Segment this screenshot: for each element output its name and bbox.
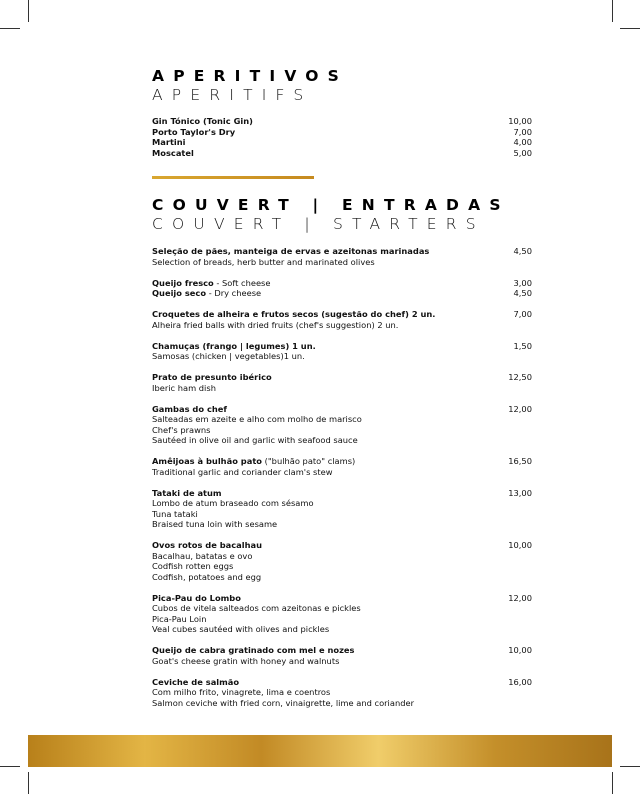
item-line xyxy=(152,404,532,415)
item-line xyxy=(152,341,532,352)
item-description: Traditional garlic and coriander clam's stew xyxy=(152,466,333,477)
crop-mark xyxy=(28,0,29,22)
item-description: Alheira fried balls with dried fruits (chef's suggestion) 2 un. xyxy=(152,319,399,330)
item-name: Ovos rotos de bacalhau xyxy=(152,540,263,550)
gold-footer-band xyxy=(28,735,612,767)
item-title xyxy=(152,341,316,352)
crop-mark xyxy=(620,766,640,767)
gold-divider xyxy=(152,176,314,179)
item-price: 7,00 xyxy=(513,126,532,137)
section-subtitle-starters: COUVERT | STARTERS xyxy=(152,215,485,233)
crop-mark xyxy=(28,772,29,794)
item-price: 4,50 xyxy=(513,246,532,256)
item-description: Bacalhau, batatas e ovo xyxy=(152,550,253,561)
item-price: 12,00 xyxy=(508,592,532,603)
item-price: 16,50 xyxy=(508,456,532,466)
menu-item xyxy=(152,456,532,477)
item-price: 4,50 xyxy=(513,288,532,298)
item-name: Prato de presunto ibérico xyxy=(152,372,272,382)
item-price: 4,00 xyxy=(513,137,532,147)
item-line xyxy=(152,278,532,289)
item-name: Croquetes de alheira e frutos secos (sugestão do chef) 2 un. xyxy=(152,309,436,319)
item-name: Queijo fresco xyxy=(152,277,214,288)
item-description: Codfish rotten eggs xyxy=(152,561,234,571)
item-name-translation: ("bulhão pato" clams) xyxy=(261,456,356,466)
item-title xyxy=(152,404,227,415)
item-title xyxy=(152,593,241,604)
item-description: Selection of breads, herb butter and marinated olives xyxy=(152,256,375,267)
menu-item xyxy=(152,593,532,635)
item-line xyxy=(152,372,532,383)
item-description: Cubos de vitela salteados com azeitonas e pickles xyxy=(152,603,361,613)
menu-item xyxy=(152,540,532,582)
item-price: 12,00 xyxy=(508,403,532,414)
menu-item xyxy=(152,677,532,709)
item-line xyxy=(152,309,532,320)
menu-item xyxy=(152,372,532,393)
item-price: 5,00 xyxy=(513,147,532,158)
item-title xyxy=(152,456,355,467)
item-name: Queijo seco xyxy=(152,288,207,298)
menu-item xyxy=(152,148,532,159)
item-title xyxy=(152,288,261,299)
menu-item xyxy=(152,137,532,148)
section-subtitle-aperitifs: APERITIFS xyxy=(152,86,313,104)
item-description: Tuna tataki xyxy=(152,508,198,519)
item-name: Martini xyxy=(152,137,186,147)
item-name: Ceviche de salmão xyxy=(152,676,240,687)
item-price: 16,00 xyxy=(508,676,532,687)
item-price: 13,00 xyxy=(508,487,532,498)
item-name: Porto Taylor's Dry xyxy=(152,126,236,137)
menu-item xyxy=(152,246,532,267)
item-line xyxy=(152,456,532,467)
item-line xyxy=(152,677,532,688)
item-price: 1,50 xyxy=(513,340,532,351)
item-price: 3,00 xyxy=(513,277,532,288)
menu-item xyxy=(152,116,532,127)
item-title xyxy=(152,488,222,499)
item-description: Lombo de atum braseado com sésamo xyxy=(152,498,314,508)
section-title-aperitivos: APERITIVOS xyxy=(152,67,349,85)
crop-mark xyxy=(612,772,613,794)
item-description: Salmon ceviche with fried corn, vinaigrette, lime and coriander xyxy=(152,697,414,708)
starters-list xyxy=(152,246,532,719)
item-name: Gambas do chef xyxy=(152,403,228,414)
item-title xyxy=(152,309,435,320)
crop-mark xyxy=(0,766,20,767)
item-price: 10,00 xyxy=(508,645,532,655)
item-line xyxy=(152,288,532,299)
item-name: Queijo de cabra gratinado com mel e nozes xyxy=(152,645,355,655)
item-title xyxy=(152,540,262,551)
crop-mark xyxy=(620,28,640,29)
item-title xyxy=(152,278,270,289)
item-description: Iberic ham dish xyxy=(152,382,216,393)
menu-item xyxy=(152,309,532,330)
menu-item xyxy=(152,488,532,530)
item-title xyxy=(152,677,239,688)
item-name: Moscatel xyxy=(152,147,194,158)
item-line xyxy=(152,645,532,656)
item-name: Gin Tónico (Tonic Gin) xyxy=(152,116,253,126)
item-description: Pica-Pau Loin xyxy=(152,613,207,624)
item-line xyxy=(152,593,532,604)
item-description: Samosas (chicken | vegetables)1 un. xyxy=(152,351,305,361)
menu-item xyxy=(152,404,532,446)
item-price: 12,50 xyxy=(508,372,532,382)
item-description: Veal cubes sautéed with olives and pickles xyxy=(152,624,330,634)
item-name-translation: - Soft cheese xyxy=(213,277,271,288)
item-title xyxy=(152,372,272,383)
crop-mark xyxy=(0,28,20,29)
menu-item xyxy=(152,645,532,666)
item-name: Seleção de pães, manteiga de ervas e azeitonas marinadas xyxy=(152,246,430,256)
item-name: Pica-Pau do Lombo xyxy=(152,592,241,603)
item-name-translation: - Dry cheese xyxy=(206,288,262,298)
menu-item xyxy=(152,278,532,299)
item-price: 10,00 xyxy=(508,116,532,126)
item-price: 10,00 xyxy=(508,540,532,550)
item-name: Amêijoas à bulhão pato xyxy=(152,456,262,466)
item-description: Codfish, potatoes and egg xyxy=(152,571,262,582)
item-price: 7,00 xyxy=(513,309,532,319)
section-title-couvert: COUVERT | ENTRADAS xyxy=(152,196,510,214)
item-title xyxy=(152,246,429,257)
aperitifs-list xyxy=(152,116,532,158)
item-description: Com milho frito, vinagrete, lima e coentros xyxy=(152,687,331,697)
item-description: Goat's cheese gratin with honey and walnuts xyxy=(152,655,340,666)
item-line xyxy=(152,246,532,257)
item-name: Chamuças (frango | legumes) 1 un. xyxy=(152,340,316,351)
item-line xyxy=(152,488,532,499)
item-description: Braised tuna loin with sesame xyxy=(152,519,278,529)
crop-mark xyxy=(612,0,613,22)
menu-item xyxy=(152,341,532,362)
item-description: Salteadas em azeite e alho com molho de marisco xyxy=(152,414,362,424)
item-description: Sautéed in olive oil and garlic with seafood sauce xyxy=(152,435,358,445)
item-line xyxy=(152,540,532,551)
item-title xyxy=(152,645,355,656)
menu-item xyxy=(152,127,532,138)
item-name: Tataki de atum xyxy=(152,487,222,498)
item-description: Chef's prawns xyxy=(152,424,211,435)
